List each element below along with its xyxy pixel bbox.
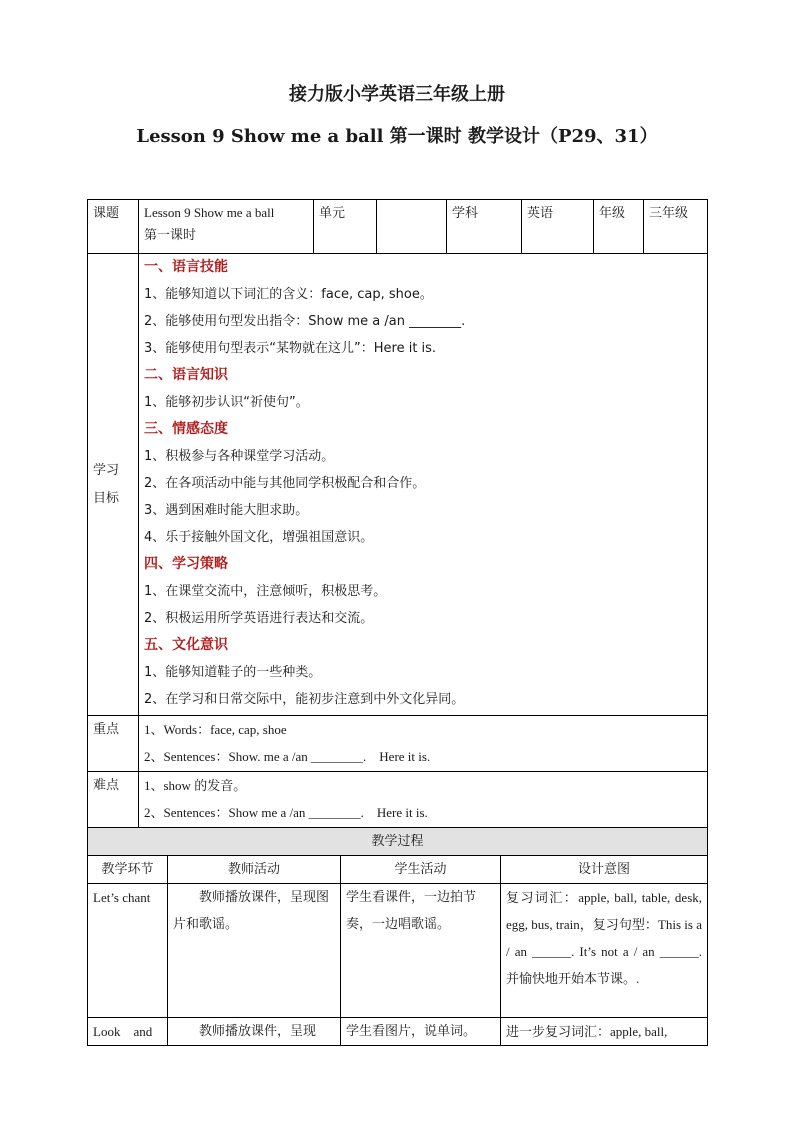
column-header: 学生活动 bbox=[341, 856, 501, 884]
topic-line-1: Lesson 9 Show me a ball bbox=[144, 205, 275, 220]
subject-value: 英语 bbox=[522, 200, 594, 254]
goals-label-line-1: 学习 bbox=[93, 462, 120, 478]
goal-item: 1、能够知道鞋子的一些种类。 bbox=[144, 665, 322, 680]
key-points-label: 重点 bbox=[88, 716, 139, 772]
key-points-content bbox=[139, 716, 708, 772]
teacher-activity-cell: 教师播放课件，呈现图片和歌谣。 bbox=[168, 884, 341, 1018]
step-cell: Look and bbox=[88, 1018, 168, 1046]
key-point-item: 1、Words：face, cap, shoe bbox=[144, 722, 287, 737]
goal-item: 3、能够使用句型表示“某物就在这儿”：Here it is. bbox=[144, 341, 437, 356]
goals-label-line-2: 目标 bbox=[93, 490, 120, 506]
goal-heading: 三、情感态度 bbox=[144, 421, 228, 437]
goal-item: 2、能够使用句型发出指令：Show me a /an ________. bbox=[144, 314, 466, 329]
student-activity-cell: 学生看课件，一边拍节奏，一边唱歌谣。 bbox=[341, 884, 501, 1018]
unit-label: 单元 bbox=[314, 200, 377, 254]
goal-heading: 四、学习策略 bbox=[144, 556, 228, 572]
step-cell: Let’s chant bbox=[88, 884, 168, 1018]
goal-item: 3、遇到困难时能大胆求助。 bbox=[144, 503, 309, 518]
goal-heading: 二、语言知识 bbox=[144, 367, 228, 383]
goal-item: 1、能够知道以下词汇的含义：face, cap, shoe。 bbox=[144, 287, 433, 302]
column-header: 教学环节 bbox=[88, 856, 168, 884]
design-intent-cell: 进一步复习词汇：apple, ball, bbox=[501, 1018, 708, 1046]
design-intent-cell: 复习词汇：apple, ball, table, desk, egg, bus, train，复习句型：This is a / an ______. It’s not a / an ______. 并愉快地开始本节课。. bbox=[501, 884, 708, 1018]
key-point-item: 2、Sentences：Show. me a /an ________. Here it is. bbox=[144, 749, 431, 764]
goal-item: 1、在课堂交流中，注意倾听，积极思考。 bbox=[144, 584, 387, 599]
teacher-activity-cell: 教师播放课件，呈现 bbox=[168, 1018, 341, 1046]
difficult-points-label: 难点 bbox=[88, 772, 139, 828]
difficult-point-item: 2、Sentences：Show me a /an ________. Here it is. bbox=[144, 805, 428, 820]
document-subtitle: Lesson 9 Show me a ball 第一课时 教学设计（P29、31） bbox=[136, 126, 658, 147]
goals-label bbox=[88, 254, 139, 716]
difficult-point-item: 1、show 的发音。 bbox=[144, 778, 247, 793]
column-header: 设计意图 bbox=[501, 856, 708, 884]
table-row bbox=[88, 1018, 708, 1046]
topic-line-2: 第一课时 bbox=[144, 227, 197, 242]
grade-value: 三年级 bbox=[644, 200, 708, 254]
goals-content bbox=[139, 254, 708, 716]
teaching-process-table bbox=[87, 827, 708, 1046]
goal-item: 1、积极参与各种课堂学习活动。 bbox=[144, 449, 335, 464]
lesson-info-table bbox=[87, 199, 708, 828]
grade-label: 年级 bbox=[594, 200, 644, 254]
process-header: 教学过程 bbox=[88, 828, 708, 856]
goal-item: 2、积极运用所学英语进行表达和交流。 bbox=[144, 611, 374, 626]
student-activity-cell: 学生看图片，说单词。 bbox=[341, 1018, 501, 1046]
goal-item: 1、能够初步认识“祈使句”。 bbox=[144, 395, 309, 410]
difficult-points-content bbox=[139, 772, 708, 828]
table-row bbox=[88, 884, 708, 1018]
subject-label: 学科 bbox=[447, 200, 522, 254]
unit-value bbox=[377, 200, 447, 254]
goal-item: 2、在学习和日常交际中，能初步注意到中外文化异同。 bbox=[144, 692, 465, 707]
goal-heading: 五、文化意识 bbox=[144, 637, 228, 653]
column-header: 教师活动 bbox=[168, 856, 341, 884]
topic-label: 课题 bbox=[88, 200, 139, 254]
topic-value bbox=[139, 200, 314, 254]
goal-heading: 一、语言技能 bbox=[144, 259, 228, 275]
goal-item: 2、在各项活动中能与其他同学积极配合和合作。 bbox=[144, 476, 426, 491]
goal-item: 4、乐于接触外国文化，增强祖国意识。 bbox=[144, 530, 374, 545]
document-title: 接力版小学英语三年级上册 bbox=[289, 84, 505, 105]
